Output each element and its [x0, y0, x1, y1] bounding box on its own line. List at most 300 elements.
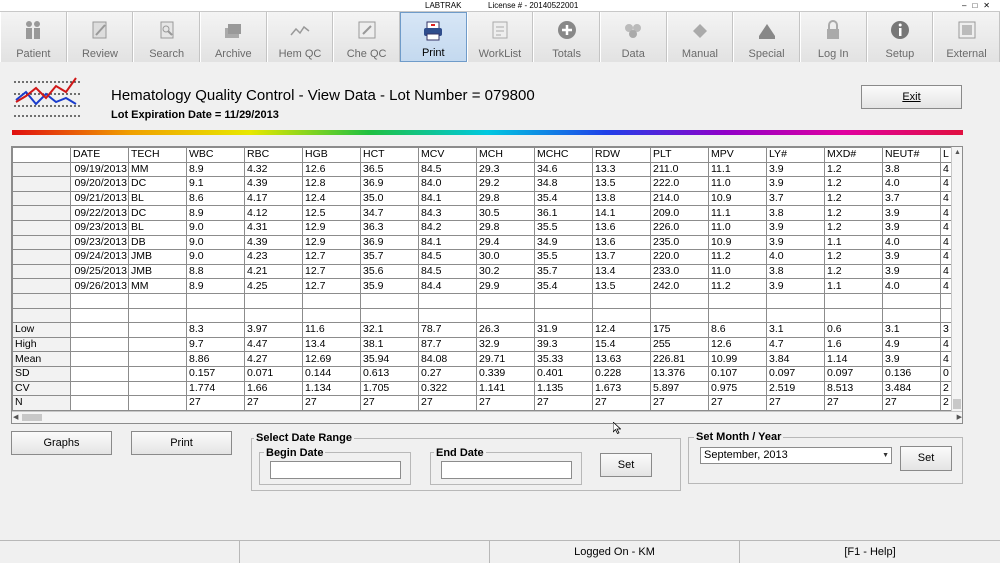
table-cell[interactable]: 35.5 — [535, 220, 593, 235]
row-header-cell[interactable] — [13, 177, 71, 192]
table-cell[interactable]: 8.8 — [187, 264, 245, 279]
table-cell[interactable]: 32.9 — [477, 337, 535, 352]
table-cell[interactable]: 1.2 — [825, 220, 883, 235]
table-cell[interactable]: 13.7 — [593, 250, 651, 265]
table-cell[interactable]: 175 — [651, 323, 709, 338]
table-cell[interactable]: 242.0 — [651, 279, 709, 294]
table-cell[interactable]: 1.14 — [825, 352, 883, 367]
table-cell[interactable]: 34.8 — [535, 177, 593, 192]
table-cell[interactable]: 12.6 — [303, 162, 361, 177]
column-header[interactable]: HGB — [303, 148, 361, 163]
table-cell[interactable]: 3 — [941, 323, 961, 338]
vertical-scroll-thumb[interactable] — [953, 399, 961, 409]
toolbar-button-manual[interactable] — [667, 12, 734, 62]
table-cell[interactable]: 1.2 — [825, 177, 883, 192]
table-cell[interactable]: 4 — [941, 337, 961, 352]
table-cell[interactable]: 3.7 — [767, 191, 825, 206]
table-cell[interactable] — [187, 308, 245, 323]
table-row[interactable] — [13, 162, 961, 177]
table-cell[interactable]: 27 — [883, 396, 941, 411]
table-cell[interactable]: 84.5 — [419, 264, 477, 279]
set-month-year-button[interactable] — [900, 446, 952, 471]
table-cell[interactable]: 12.9 — [303, 220, 361, 235]
exit-button[interactable] — [861, 85, 962, 109]
table-cell[interactable] — [245, 293, 303, 308]
table-cell[interactable]: JMB — [129, 264, 187, 279]
table-cell[interactable] — [419, 293, 477, 308]
table-cell[interactable] — [129, 381, 187, 396]
table-cell[interactable]: 29.8 — [477, 191, 535, 206]
table-cell[interactable]: 0.975 — [709, 381, 767, 396]
table-cell[interactable] — [361, 293, 419, 308]
table-cell[interactable]: 0.228 — [593, 366, 651, 381]
toolbar-button-print[interactable] — [400, 12, 467, 62]
horizontal-scroll-thumb[interactable] — [22, 414, 42, 421]
table-cell[interactable]: 27 — [419, 396, 477, 411]
table-cell[interactable] — [245, 308, 303, 323]
table-cell[interactable]: 11.0 — [709, 177, 767, 192]
table-cell[interactable]: 3.84 — [767, 352, 825, 367]
column-header[interactable] — [13, 148, 71, 163]
table-cell[interactable]: 4 — [941, 162, 961, 177]
table-cell[interactable]: 3.1 — [767, 323, 825, 338]
table-cell[interactable]: 4.31 — [245, 220, 303, 235]
table-cell[interactable]: 87.7 — [419, 337, 477, 352]
table-cell[interactable]: 0 — [941, 366, 961, 381]
table-cell[interactable]: 11.2 — [709, 279, 767, 294]
table-cell[interactable]: DC — [129, 206, 187, 221]
table-cell[interactable] — [71, 323, 129, 338]
table-cell[interactable]: 27 — [593, 396, 651, 411]
table-cell[interactable]: 1.1 — [825, 235, 883, 250]
table-cell[interactable]: 9.0 — [187, 220, 245, 235]
table-cell[interactable]: JMB — [129, 250, 187, 265]
table-row[interactable] — [13, 206, 961, 221]
row-header-cell[interactable] — [13, 191, 71, 206]
qc-data-grid[interactable] — [11, 146, 963, 424]
table-cell[interactable]: 0.071 — [245, 366, 303, 381]
table-cell[interactable] — [767, 308, 825, 323]
table-row[interactable] — [13, 235, 961, 250]
table-cell[interactable]: 0.157 — [187, 366, 245, 381]
table-cell[interactable]: 0.097 — [767, 366, 825, 381]
maximize-icon[interactable]: □ — [972, 1, 984, 10]
table-cell[interactable]: 84.0 — [419, 177, 477, 192]
toolbar-button-hem-qc[interactable] — [267, 12, 334, 62]
table-cell[interactable]: 8.86 — [187, 352, 245, 367]
table-cell[interactable]: 10.9 — [709, 191, 767, 206]
table-cell[interactable]: 4 — [941, 264, 961, 279]
table-cell[interactable]: 11.0 — [709, 264, 767, 279]
table-cell[interactable]: 3.9 — [767, 220, 825, 235]
table-cell[interactable] — [535, 308, 593, 323]
table-cell[interactable]: 8.9 — [187, 162, 245, 177]
table-cell[interactable]: 0.6 — [825, 323, 883, 338]
table-cell[interactable]: 36.5 — [361, 162, 419, 177]
table-cell[interactable] — [825, 308, 883, 323]
table-cell[interactable]: 34.7 — [361, 206, 419, 221]
table-cell[interactable]: 35.33 — [535, 352, 593, 367]
table-cell[interactable]: 13.3 — [593, 162, 651, 177]
table-cell[interactable] — [71, 337, 129, 352]
table-cell[interactable]: 13.8 — [593, 191, 651, 206]
table-cell[interactable]: 12.4 — [303, 191, 361, 206]
table-cell[interactable]: 13.4 — [303, 337, 361, 352]
table-row[interactable] — [13, 177, 961, 192]
table-cell[interactable]: 4 — [941, 206, 961, 221]
table-cell[interactable]: 15.4 — [593, 337, 651, 352]
table-cell[interactable] — [651, 308, 709, 323]
row-header-cell[interactable]: Low — [13, 323, 71, 338]
table-cell[interactable]: 0.613 — [361, 366, 419, 381]
chevron-down-icon[interactable]: ▼ — [882, 452, 889, 459]
row-header-cell[interactable] — [13, 206, 71, 221]
table-cell[interactable] — [709, 293, 767, 308]
table-cell[interactable]: 27 — [477, 396, 535, 411]
table-cell[interactable]: BL — [129, 220, 187, 235]
table-cell[interactable]: 12.8 — [303, 177, 361, 192]
table-cell[interactable]: 1.673 — [593, 381, 651, 396]
table-row[interactable] — [13, 337, 961, 352]
table-cell[interactable]: 35.7 — [535, 264, 593, 279]
table-cell[interactable]: 220.0 — [651, 250, 709, 265]
table-cell[interactable]: 84.1 — [419, 235, 477, 250]
table-cell[interactable]: 0.401 — [535, 366, 593, 381]
table-cell[interactable] — [129, 366, 187, 381]
set-date-range-button[interactable] — [600, 453, 652, 477]
table-cell[interactable]: 14.1 — [593, 206, 651, 221]
table-cell[interactable]: 1.141 — [477, 381, 535, 396]
toolbar-button-special[interactable] — [733, 12, 800, 62]
table-cell[interactable]: 09/21/2013 — [71, 191, 129, 206]
table-cell[interactable]: 12.7 — [303, 264, 361, 279]
table-cell[interactable]: 84.5 — [419, 162, 477, 177]
table-cell[interactable]: 8.3 — [187, 323, 245, 338]
table-cell[interactable]: 84.1 — [419, 191, 477, 206]
table-cell[interactable]: 4.39 — [245, 177, 303, 192]
table-cell[interactable] — [767, 293, 825, 308]
table-cell[interactable] — [71, 293, 129, 308]
graphs-button[interactable] — [11, 431, 112, 455]
table-cell[interactable] — [71, 366, 129, 381]
table-cell[interactable]: 214.0 — [651, 191, 709, 206]
toolbar-button-totals[interactable] — [533, 12, 600, 62]
table-cell[interactable]: 3.8 — [883, 162, 941, 177]
table-cell[interactable]: 29.3 — [477, 162, 535, 177]
column-header[interactable]: L — [941, 148, 961, 163]
table-cell[interactable] — [129, 308, 187, 323]
table-cell[interactable]: 29.71 — [477, 352, 535, 367]
table-cell[interactable]: 26.3 — [477, 323, 535, 338]
table-cell[interactable]: 3.9 — [883, 220, 941, 235]
table-cell[interactable]: 4.32 — [245, 162, 303, 177]
table-cell[interactable]: 4 — [941, 279, 961, 294]
table-cell[interactable] — [129, 323, 187, 338]
table-cell[interactable]: 31.9 — [535, 323, 593, 338]
table-cell[interactable]: 12.7 — [303, 279, 361, 294]
table-cell[interactable]: 3.9 — [883, 264, 941, 279]
table-cell[interactable]: 4 — [941, 235, 961, 250]
table-cell[interactable]: 30.5 — [477, 206, 535, 221]
table-cell[interactable]: 34.6 — [535, 162, 593, 177]
table-cell[interactable]: 235.0 — [651, 235, 709, 250]
table-cell[interactable]: 4 — [941, 191, 961, 206]
table-cell[interactable]: 9.1 — [187, 177, 245, 192]
table-cell[interactable]: 12.9 — [303, 235, 361, 250]
scroll-up-icon[interactable]: ▲ — [954, 149, 961, 156]
table-cell[interactable]: 1.2 — [825, 162, 883, 177]
table-row[interactable] — [13, 191, 961, 206]
table-cell[interactable] — [129, 352, 187, 367]
table-cell[interactable]: 12.4 — [593, 323, 651, 338]
table-cell[interactable]: 4.0 — [883, 235, 941, 250]
table-cell[interactable] — [71, 396, 129, 411]
table-row[interactable] — [13, 279, 961, 294]
table-cell[interactable] — [303, 293, 361, 308]
table-cell[interactable]: 11.6 — [303, 323, 361, 338]
table-cell[interactable]: DB — [129, 235, 187, 250]
table-row[interactable] — [13, 250, 961, 265]
column-header[interactable]: MCV — [419, 148, 477, 163]
table-row[interactable] — [13, 264, 961, 279]
table-row[interactable] — [13, 366, 961, 381]
table-cell[interactable]: 255 — [651, 337, 709, 352]
table-cell[interactable]: 4.0 — [883, 279, 941, 294]
table-cell[interactable] — [71, 308, 129, 323]
scroll-left-icon[interactable]: ◀ — [13, 414, 19, 421]
table-cell[interactable]: 4 — [941, 177, 961, 192]
table-cell[interactable]: DC — [129, 177, 187, 192]
column-header[interactable]: PLT — [651, 148, 709, 163]
table-cell[interactable]: 1.6 — [825, 337, 883, 352]
table-cell[interactable]: 0.144 — [303, 366, 361, 381]
table-cell[interactable]: 35.0 — [361, 191, 419, 206]
table-cell[interactable]: 222.0 — [651, 177, 709, 192]
table-cell[interactable] — [71, 381, 129, 396]
table-cell[interactable]: 4.25 — [245, 279, 303, 294]
table-cell[interactable]: 226.0 — [651, 220, 709, 235]
toolbar-button-archive[interactable] — [200, 12, 267, 62]
toolbar-button-setup[interactable] — [867, 12, 934, 62]
table-cell[interactable]: 3.9 — [767, 177, 825, 192]
table-cell[interactable] — [593, 293, 651, 308]
table-cell[interactable]: 4.39 — [245, 235, 303, 250]
table-cell[interactable]: 8.6 — [709, 323, 767, 338]
table-cell[interactable]: 09/23/2013 — [71, 220, 129, 235]
table-cell[interactable]: 9.0 — [187, 250, 245, 265]
row-header-cell[interactable] — [13, 279, 71, 294]
table-cell[interactable]: 35.9 — [361, 279, 419, 294]
toolbar-button-review[interactable] — [67, 12, 134, 62]
vertical-scrollbar[interactable] — [951, 147, 962, 411]
toolbar-button-che-qc[interactable] — [333, 12, 400, 62]
table-cell[interactable]: 3.1 — [883, 323, 941, 338]
table-cell[interactable] — [535, 293, 593, 308]
table-cell[interactable]: 4.47 — [245, 337, 303, 352]
print-button[interactable] — [131, 431, 232, 455]
table-cell[interactable]: 4.7 — [767, 337, 825, 352]
table-cell[interactable]: 84.2 — [419, 220, 477, 235]
column-header[interactable]: LY# — [767, 148, 825, 163]
table-cell[interactable]: 233.0 — [651, 264, 709, 279]
table-cell[interactable]: 29.2 — [477, 177, 535, 192]
table-cell[interactable]: 3.9 — [767, 279, 825, 294]
table-cell[interactable]: 1.2 — [825, 264, 883, 279]
begin-date-field[interactable] — [270, 461, 401, 479]
table-cell[interactable]: 1.134 — [303, 381, 361, 396]
table-cell[interactable]: 4.9 — [883, 337, 941, 352]
table-cell[interactable] — [129, 396, 187, 411]
table-cell[interactable]: 1.774 — [187, 381, 245, 396]
table-cell[interactable]: 36.9 — [361, 235, 419, 250]
table-cell[interactable]: 4 — [941, 220, 961, 235]
table-cell[interactable]: 32.1 — [361, 323, 419, 338]
table-cell[interactable] — [129, 337, 187, 352]
row-header-cell[interactable]: CV — [13, 381, 71, 396]
table-cell[interactable]: 3.8 — [767, 206, 825, 221]
table-cell[interactable]: 4.0 — [883, 177, 941, 192]
table-cell[interactable]: 13.5 — [593, 279, 651, 294]
table-cell[interactable]: 9.7 — [187, 337, 245, 352]
table-cell[interactable]: 84.08 — [419, 352, 477, 367]
table-cell[interactable]: 29.8 — [477, 220, 535, 235]
toolbar-button-data[interactable] — [600, 12, 667, 62]
table-cell[interactable]: 226.81 — [651, 352, 709, 367]
table-cell[interactable] — [651, 293, 709, 308]
table-cell[interactable]: 12.5 — [303, 206, 361, 221]
table-cell[interactable]: 30.2 — [477, 264, 535, 279]
table-cell[interactable]: 09/26/2013 — [71, 279, 129, 294]
table-cell[interactable]: 9.0 — [187, 235, 245, 250]
row-header-cell[interactable]: N — [13, 396, 71, 411]
toolbar-button-search[interactable] — [133, 12, 200, 62]
table-cell[interactable]: 84.4 — [419, 279, 477, 294]
table-cell[interactable]: 0.322 — [419, 381, 477, 396]
table-cell[interactable]: 09/24/2013 — [71, 250, 129, 265]
table-cell[interactable]: 13.4 — [593, 264, 651, 279]
table-cell[interactable] — [709, 308, 767, 323]
table-cell[interactable]: 0.107 — [709, 366, 767, 381]
table-cell[interactable]: 11.0 — [709, 220, 767, 235]
table-cell[interactable]: 27 — [767, 396, 825, 411]
table-cell[interactable]: 35.4 — [535, 279, 593, 294]
table-cell[interactable]: 4.12 — [245, 206, 303, 221]
end-date-field[interactable] — [441, 461, 572, 479]
table-cell[interactable]: 211.0 — [651, 162, 709, 177]
column-header[interactable]: RDW — [593, 148, 651, 163]
table-cell[interactable]: 27 — [361, 396, 419, 411]
row-header-cell[interactable] — [13, 293, 71, 308]
table-cell[interactable]: 3.8 — [767, 264, 825, 279]
table-cell[interactable]: 78.7 — [419, 323, 477, 338]
table-cell[interactable] — [419, 308, 477, 323]
table-cell[interactable]: 3.9 — [767, 235, 825, 250]
table-row[interactable] — [13, 293, 961, 308]
column-header[interactable]: WBC — [187, 148, 245, 163]
table-cell[interactable]: 09/22/2013 — [71, 206, 129, 221]
table-cell[interactable]: 38.1 — [361, 337, 419, 352]
minimize-icon[interactable]: – — [962, 1, 973, 10]
table-cell[interactable]: 27 — [709, 396, 767, 411]
table-cell[interactable]: 1.135 — [535, 381, 593, 396]
table-cell[interactable]: 0.27 — [419, 366, 477, 381]
table-cell[interactable]: 3.484 — [883, 381, 941, 396]
table-cell[interactable]: MM — [129, 162, 187, 177]
table-cell[interactable]: 0.136 — [883, 366, 941, 381]
table-cell[interactable]: 27 — [303, 396, 361, 411]
table-cell[interactable]: 4.27 — [245, 352, 303, 367]
table-cell[interactable]: 13.5 — [593, 177, 651, 192]
table-cell[interactable]: 12.6 — [709, 337, 767, 352]
table-cell[interactable]: 35.4 — [535, 191, 593, 206]
table-cell[interactable]: 4.17 — [245, 191, 303, 206]
table-cell[interactable]: 09/19/2013 — [71, 162, 129, 177]
table-cell[interactable]: 84.3 — [419, 206, 477, 221]
toolbar-button-worklist[interactable] — [467, 12, 534, 62]
table-cell[interactable]: BL — [129, 191, 187, 206]
column-header[interactable]: TECH — [129, 148, 187, 163]
table-cell[interactable] — [883, 308, 941, 323]
table-cell[interactable]: 1.2 — [825, 206, 883, 221]
table-cell[interactable]: 4.21 — [245, 264, 303, 279]
table-row[interactable] — [13, 352, 961, 367]
table-cell[interactable]: 8.513 — [825, 381, 883, 396]
table-cell[interactable]: 09/23/2013 — [71, 235, 129, 250]
row-header-cell[interactable] — [13, 264, 71, 279]
row-header-cell[interactable]: Mean — [13, 352, 71, 367]
table-cell[interactable] — [129, 293, 187, 308]
table-cell[interactable]: 27 — [825, 396, 883, 411]
table-cell[interactable]: 27 — [187, 396, 245, 411]
column-header[interactable]: HCT — [361, 148, 419, 163]
table-cell[interactable]: 27 — [245, 396, 303, 411]
toolbar-button-patient[interactable] — [0, 12, 67, 62]
table-cell[interactable]: 13.6 — [593, 220, 651, 235]
column-header[interactable]: MXD# — [825, 148, 883, 163]
table-cell[interactable]: 3.9 — [767, 162, 825, 177]
table-row[interactable] — [13, 323, 961, 338]
month-year-select[interactable] — [700, 447, 892, 464]
table-cell[interactable] — [593, 308, 651, 323]
table-cell[interactable]: 0.097 — [825, 366, 883, 381]
table-cell[interactable]: 13.63 — [593, 352, 651, 367]
row-header-cell[interactable] — [13, 235, 71, 250]
table-cell[interactable]: 209.0 — [651, 206, 709, 221]
row-header-cell[interactable]: SD — [13, 366, 71, 381]
table-cell[interactable] — [825, 293, 883, 308]
table-cell[interactable]: 09/25/2013 — [71, 264, 129, 279]
table-cell[interactable]: 4.0 — [767, 250, 825, 265]
table-cell[interactable]: 0.339 — [477, 366, 535, 381]
table-cell[interactable] — [187, 293, 245, 308]
table-cell[interactable]: 27 — [651, 396, 709, 411]
row-header-cell[interactable]: High — [13, 337, 71, 352]
table-row[interactable] — [13, 220, 961, 235]
table-cell[interactable]: 29.9 — [477, 279, 535, 294]
table-cell[interactable]: 8.6 — [187, 191, 245, 206]
table-cell[interactable]: 8.9 — [187, 206, 245, 221]
table-cell[interactable] — [477, 293, 535, 308]
table-cell[interactable]: 5.897 — [651, 381, 709, 396]
toolbar-button-log-in[interactable] — [800, 12, 867, 62]
table-cell[interactable]: 1.705 — [361, 381, 419, 396]
table-cell[interactable]: MM — [129, 279, 187, 294]
column-header[interactable]: MCH — [477, 148, 535, 163]
table-cell[interactable]: 39.3 — [535, 337, 593, 352]
table-cell[interactable]: 36.9 — [361, 177, 419, 192]
table-cell[interactable]: 11.1 — [709, 206, 767, 221]
table-cell[interactable]: 1.1 — [825, 279, 883, 294]
